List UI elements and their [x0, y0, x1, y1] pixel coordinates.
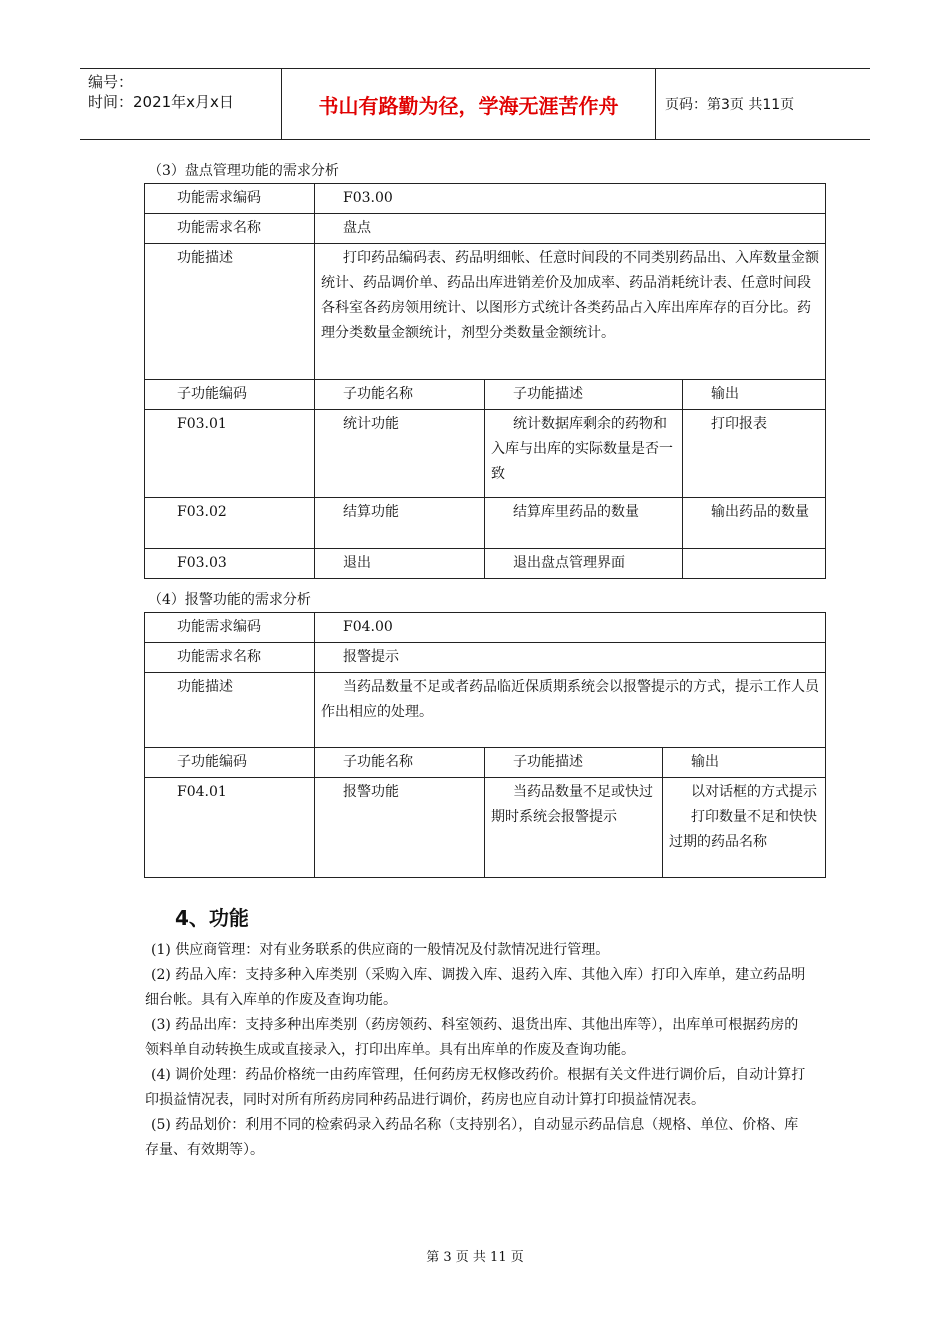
- row-output: [663, 778, 826, 878]
- sub-header-code: 子功能编码: [145, 748, 315, 778]
- function-item: (1) 供应商管理：对有业务联系的供应商的一般情况及付款情况进行管理。: [151, 942, 610, 958]
- page-header: [80, 68, 870, 140]
- section3-table: [144, 183, 826, 579]
- function-item: (5) 药品划价：利用不同的检索码录入药品名称（支持别名），自动显示药品信息（规格、单位、价格、库存量、有效期等）。: [145, 1117, 799, 1158]
- row-name: 统计功能: [315, 410, 485, 498]
- section-heading: 4、功能: [175, 906, 249, 930]
- header-motto: 书山有路勤为径，学海无涯苦作舟: [282, 69, 656, 139]
- desc-value: 打印药品编码表、药品明细帐、任意时间段的不同类别药品出、入库数量金额统计、药品调价单、药品出库进销差价及加成率、药品消耗统计表、任意时间段各科室各药房领用统计、以图形方式统计各类药品占入库出库库存的百分比。药理分类数量金额统计，剂型分类数量金额统计。: [315, 244, 826, 380]
- row-desc: 结算库里药品的数量: [485, 498, 683, 549]
- row-code: F04.01: [145, 778, 315, 878]
- row-name: 结算功能: [315, 498, 485, 549]
- header-meta: [80, 69, 282, 139]
- sub-header-desc: 子功能描述: [485, 748, 663, 778]
- sub-header-code: 子功能编码: [145, 380, 315, 410]
- desc-value: 当药品数量不足或者药品临近保质期系统会以报警提示的方式，提示工作人员作出相应的处理。: [315, 673, 826, 748]
- code-value: F04.00: [315, 613, 826, 643]
- functions-list: [145, 938, 810, 1163]
- name-label: 功能需求名称: [145, 643, 315, 673]
- page-footer: 第 3 页 共 11 页: [426, 1250, 524, 1265]
- function-item: (4) 调价处理：药品价格统一由药库管理，任何药房无权修改药价。根据有关文件进行调价后，自动计算打印损益情况表，同时对所有所药房同种药品进行调价，药房也应自动计算打印损益情况表。: [145, 1067, 806, 1108]
- section4-table: [144, 612, 826, 878]
- desc-label: 功能描述: [145, 673, 315, 748]
- row-code: F03.01: [145, 410, 315, 498]
- row-output: 输出药品的数量: [683, 498, 826, 549]
- name-value: 盘点: [315, 214, 826, 244]
- desc-label: 功能描述: [145, 244, 315, 380]
- section4-caption: （4）报警功能的需求分析: [148, 592, 311, 608]
- row-output: 打印报表: [683, 410, 826, 498]
- sub-header-output: 输出: [663, 748, 826, 778]
- row-output: [683, 549, 826, 579]
- row-code: F03.02: [145, 498, 315, 549]
- sub-header-name: 子功能名称: [315, 748, 485, 778]
- function-item: (2) 药品入库：支持多种入库类别（采购入库、调拨入库、退药入库、其他入库）打印入库单，建立药品明细台帐。具有入库单的作废及查询功能。: [145, 967, 806, 1008]
- row-output-line: 以对话框的方式提示: [691, 784, 817, 800]
- section3-caption: （3）盘点管理功能的需求分析: [148, 163, 339, 179]
- row-name: 退出: [315, 549, 485, 579]
- time-label: 时间：2021年x月x日: [88, 93, 234, 111]
- code-label: 功能需求编码: [145, 613, 315, 643]
- code-value: F03.00: [315, 184, 826, 214]
- sub-header-output: 输出: [683, 380, 826, 410]
- sub-header-desc: 子功能描述: [485, 380, 683, 410]
- row-output-line: 打印数量不足和快快过期的药品名称: [669, 809, 817, 850]
- code-label: 功能需求编码: [145, 184, 315, 214]
- header-page-info: 页码：第3页 共11页: [665, 97, 795, 113]
- row-name: 报警功能: [315, 778, 485, 878]
- row-code: F03.03: [145, 549, 315, 579]
- function-item: (3) 药品出库：支持多种出库类别（药房领药、科室领药、退货出库、其他出库等），出库单可根据药房的领料单自动转换生成或直接录入，打印出库单。具有出库单的作废及查询功能。: [145, 1017, 799, 1058]
- row-desc: 当药品数量不足或快过期时系统会报警提示: [485, 778, 663, 878]
- name-label: 功能需求名称: [145, 214, 315, 244]
- sub-header-name: 子功能名称: [315, 380, 485, 410]
- row-desc: 统计数据库剩余的药物和入库与出库的实际数量是否一致: [485, 410, 683, 498]
- number-label: 编号：: [88, 73, 134, 91]
- row-desc: 退出盘点管理界面: [485, 549, 683, 579]
- name-value: 报警提示: [315, 643, 826, 673]
